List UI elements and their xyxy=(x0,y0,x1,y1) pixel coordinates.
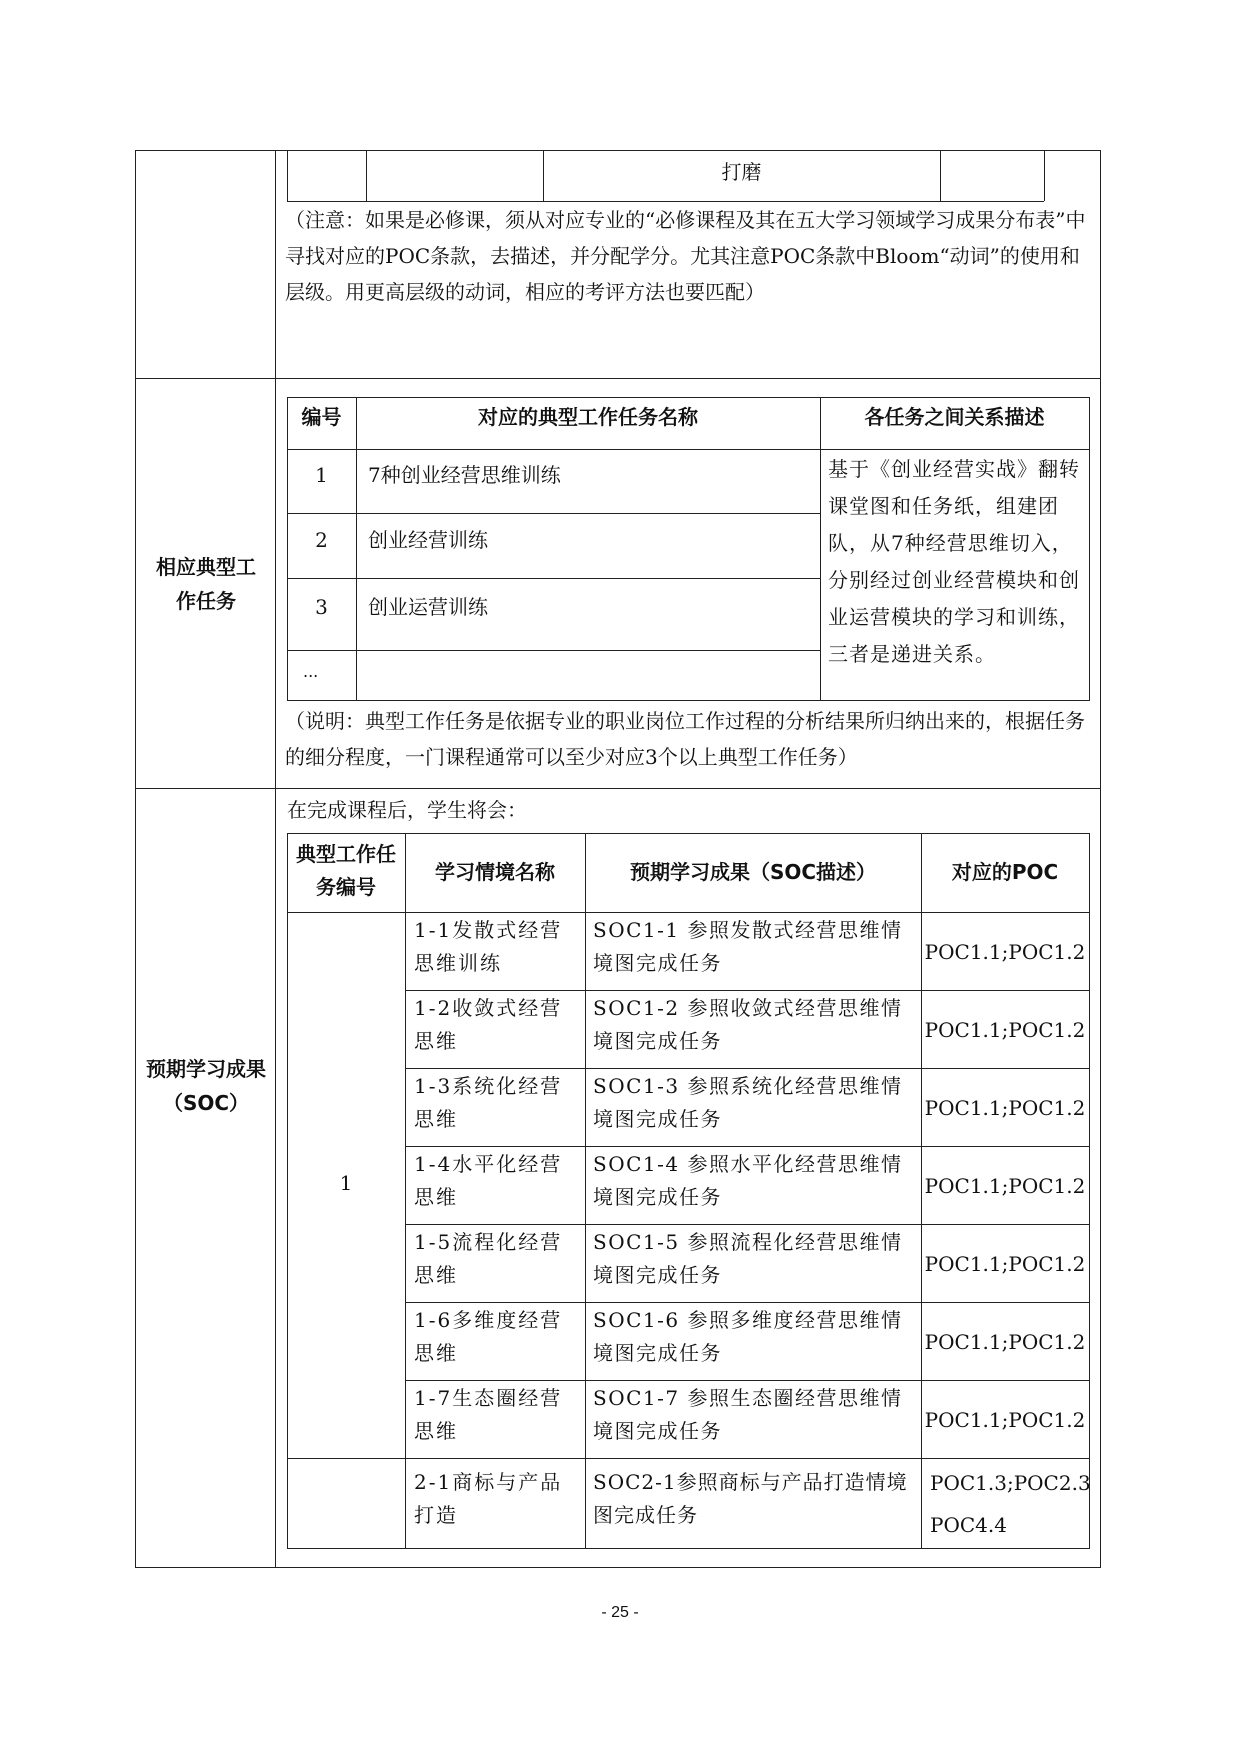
soc-poc: POC1.1;POC1.2 xyxy=(924,1408,1086,1432)
soc-description: SOC1-1 参照发散式经营思维情境图完成任务 xyxy=(593,918,903,975)
soc-context: 1-1发散式经营思维训练 xyxy=(414,918,563,975)
tasks-header-relation: 各任务之间关系描述 xyxy=(864,405,1045,429)
prior-cell-text: 打磨 xyxy=(721,160,762,184)
tasks-relation-description: 基于《创业经营实战》翻转课堂图和任务纸，组建团队，从7种经营思维切入，分别经过创业经营模块和创业运营模块的学习和训练，三者是递进关系。 xyxy=(828,457,1080,666)
soc-header-context: 学习情境名称 xyxy=(435,860,555,884)
soc-description: SOC1-7 参照生态圈经营思维情境图完成任务 xyxy=(593,1386,903,1443)
note-typical-tasks: （说明：典型工作任务是依据专业的职业岗位工作过程的分析结果所归纳出来的，根据任务的细分程度，一门课程通常可以至少对应3个以上典型工作任务） xyxy=(285,709,1085,769)
table-row-number: 3 xyxy=(315,595,328,619)
soc-context: 1-4水平化经营思维 xyxy=(414,1152,563,1209)
table-row-name: 创业经营训练 xyxy=(368,528,488,552)
tasks-header-number: 编号 xyxy=(301,405,342,429)
soc-description: SOC2-1参照商标与产品打造情境图完成任务 xyxy=(593,1470,908,1527)
soc-poc: POC1.1;POC1.2 xyxy=(924,1018,1086,1042)
soc-context: 1-5流程化经营思维 xyxy=(414,1230,563,1287)
soc-header-poc: 对应的POC xyxy=(951,860,1059,884)
soc-group-number: 1 xyxy=(339,1171,353,1195)
table-row-number: 1 xyxy=(315,463,328,487)
table-row-name: 7种创业经营思维训练 xyxy=(368,463,561,487)
tasks-header-name: 对应的典型工作任务名称 xyxy=(478,405,698,429)
soc-poc: POC1.1;POC1.2 xyxy=(924,940,1086,964)
note-required-course: （注意：如果是必修课，须从对应专业的“必修课程及其在五大学习领域学习成果分布表”中寻找对应的POC条款，去描述，并分配学分。尤其注意POC条款中Bloom“动词”的使用和层级。用更高层级的动词，相应的考评方法也要匹配） xyxy=(285,208,1086,304)
soc-context: 1-3系统化经营思维 xyxy=(414,1074,563,1131)
soc-context: 2-1商标与产品打造 xyxy=(414,1470,563,1527)
section-label-typical-tasks: 相应典型工作任务 xyxy=(156,555,256,613)
soc-header-description: 预期学习成果（SOC描述） xyxy=(629,860,877,884)
section-label-soc: 预期学习成果（SOC） xyxy=(146,1057,266,1115)
soc-context: 1-7生态圈经营思维 xyxy=(414,1386,563,1443)
soc-description: SOC1-6 参照多维度经营思维情境图完成任务 xyxy=(593,1308,903,1365)
soc-description: SOC1-4 参照水平化经营思维情境图完成任务 xyxy=(593,1152,903,1209)
table-row-number: 2 xyxy=(315,528,328,552)
soc-description: SOC1-2 参照收敛式经营思维情境图完成任务 xyxy=(593,996,903,1053)
soc-poc: POC1.1;POC1.2 xyxy=(924,1252,1086,1276)
soc-header-task-number: 典型工作任务编号 xyxy=(296,842,396,899)
table-row-name: 创业运营训练 xyxy=(368,595,488,619)
soc-context: 1-6多维度经营思维 xyxy=(414,1308,563,1365)
soc-description: SOC1-3 参照系统化经营思维情境图完成任务 xyxy=(593,1074,903,1131)
soc-poc: POC1.1;POC1.2 xyxy=(924,1330,1086,1354)
table-row-number: ... xyxy=(303,662,319,681)
soc-context: 1-2收敛式经营思维 xyxy=(414,996,563,1053)
page-number: - 25 - xyxy=(601,1604,639,1621)
soc-intro: 在完成课程后，学生将会： xyxy=(287,798,527,822)
soc-poc: POC1.3;POC2.3 POC4.4 xyxy=(930,1471,1091,1537)
soc-description: SOC1-5 参照流程化经营思维情境图完成任务 xyxy=(593,1230,903,1287)
soc-poc: POC1.1;POC1.2 xyxy=(924,1096,1086,1120)
soc-poc: POC1.1;POC1.2 xyxy=(924,1174,1086,1198)
